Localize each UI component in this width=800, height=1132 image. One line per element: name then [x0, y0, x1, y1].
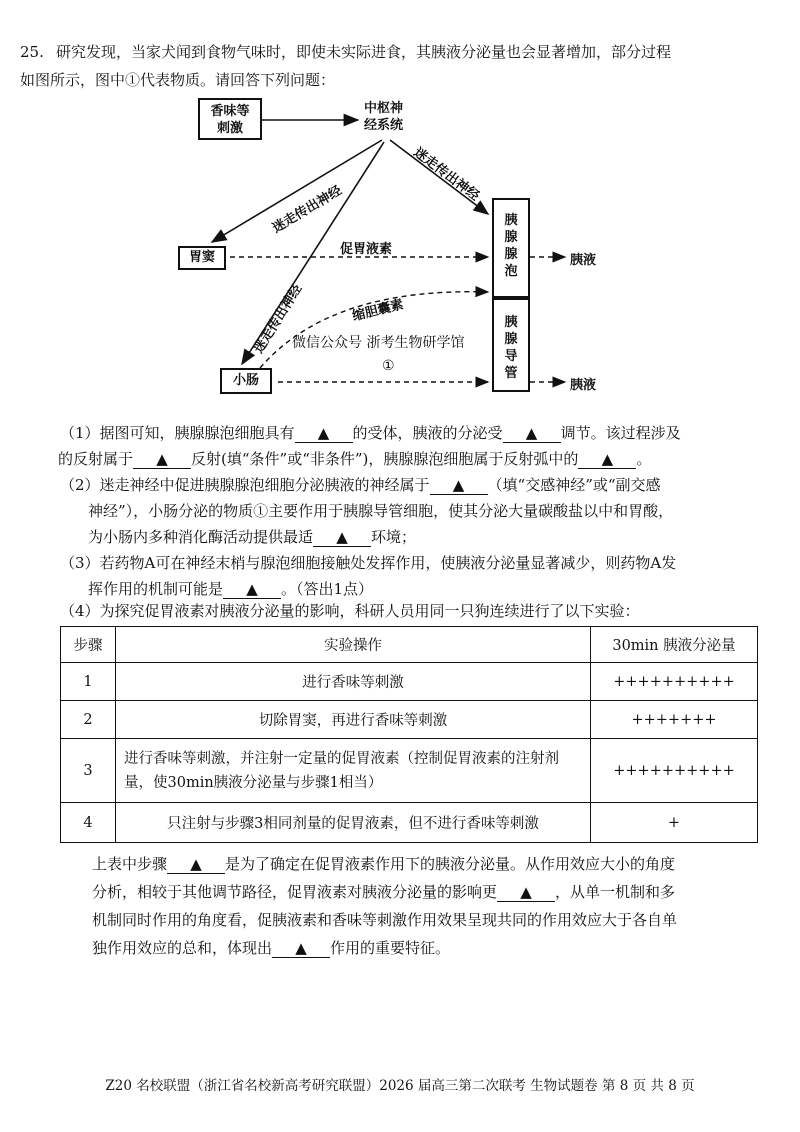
- after-text-c: 分析，相较于其他调节路径，促胃液素对胰液分泌量的影响更: [92, 883, 498, 901]
- part1-text-c: 调节。该过程涉及: [560, 424, 681, 442]
- after-text-b: 是为了确定在促胃液素作用下的胰液分泌量。从作用效应大小的角度: [225, 855, 676, 873]
- part1-text-e: 反射(填“条件”或“非条件”)，胰腺腺泡细胞属于反射弧中的: [191, 450, 579, 468]
- part2-text-b: （填“交感神经”或“副交感: [487, 476, 661, 494]
- cell-amount: ++++++++++: [591, 739, 758, 803]
- duct-box: 胰 腺 导 管: [492, 298, 530, 392]
- vagus-right-label: 迷走传出神经: [410, 145, 482, 205]
- cell-amount: +: [591, 803, 758, 843]
- answer-blank[interactable]: ▲: [167, 855, 225, 874]
- cell-operation: 进行香味等刺激，并注射一定量的促胃液素（控制促胃液素的注射剂量，使30min胰液分泌量与步骤1相当）: [116, 739, 591, 803]
- part3-text-b: 挥作用的机制可能是: [88, 580, 224, 598]
- header-step: 步骤: [61, 627, 116, 663]
- answer-blank[interactable]: ▲: [503, 424, 561, 443]
- part2-text-d: 为小肠内多种消化酶活动提供最适: [88, 528, 314, 546]
- cell-step: 4: [61, 803, 116, 843]
- part3-text-a: （3）若药物A可在神经末梢与腺泡细胞接触处发挥作用，使胰液分泌量显著减少，则药物A发: [60, 554, 677, 572]
- cell-step: 3: [61, 739, 116, 803]
- part2-text-c: 神经”），小肠分泌的物质①主要作用于胰腺导管细胞，使其分泌大量碳酸盐以中和胃酸，: [88, 502, 674, 520]
- cck-label: 缩胆囊素: [350, 297, 406, 325]
- part-3: [60, 550, 765, 602]
- answer-blank[interactable]: ▲: [272, 939, 330, 958]
- cell-operation: 只注射与步骤3相同剂量的促胃液素，但不进行香味等刺激: [116, 803, 591, 843]
- header-amount: 30min 胰液分泌量: [591, 627, 758, 663]
- intestine-box: 小肠: [220, 368, 272, 394]
- experiment-table: [60, 626, 758, 843]
- part1-text-a: （1）据图可知，胰腺腺泡细胞具有: [60, 424, 295, 442]
- stomach-box: 胃窦: [178, 246, 226, 270]
- stimulus-box: 香味等 刺激: [198, 98, 262, 140]
- table-row: [61, 803, 758, 843]
- page-footer: Z20 名校联盟（浙江省名校新高考研究联盟）2026 届高三第二次联考 生物试题卷 第 8 页 共 8 页: [105, 1078, 695, 1094]
- part2-text-a: （2）迷走神经中促进胰腺腺泡细胞分泌胰液的神经属于: [60, 476, 430, 494]
- stem-line-2: 如图所示，图中①代表物质。请回答下列问题：: [20, 71, 336, 89]
- table-row: [61, 663, 758, 701]
- cell-operation: 切除胃窦，再进行香味等刺激: [116, 701, 591, 739]
- watermark-text: 微信公众号 浙考生物研学馆: [292, 335, 465, 351]
- cell-operation: 进行香味等刺激: [116, 663, 591, 701]
- header-operation: 实验操作: [116, 627, 591, 663]
- after-text-a: 上表中步骤: [92, 855, 168, 873]
- acinus-box: 胰 腺 腺 泡: [492, 198, 530, 298]
- part-1: [60, 420, 765, 472]
- part-2: [60, 472, 765, 550]
- part-4-intro: （4）为探究促胃液素对胰液分泌量的影响，科研人员用同一只狗连续进行了以下实验：: [60, 602, 640, 620]
- output-2-label: 胰液: [570, 378, 597, 393]
- part2-text-e: 环境；: [371, 528, 417, 546]
- cell-amount: +++++++: [591, 701, 758, 739]
- table-header-row: [61, 627, 758, 663]
- part3-text-c: 。（答出1点）: [281, 580, 374, 598]
- question-number: 25.: [20, 43, 44, 61]
- after-table-text: [92, 850, 764, 962]
- question-stem: [20, 38, 780, 94]
- answer-blank[interactable]: ▲: [497, 883, 555, 902]
- output-1-label: 胰液: [570, 253, 597, 268]
- part1-text-f: 。: [636, 450, 652, 468]
- gastrin-label: 促胃液素: [340, 242, 393, 257]
- answer-blank[interactable]: ▲: [578, 450, 636, 469]
- answer-blank[interactable]: ▲: [430, 476, 488, 495]
- after-text-f: 独作用效应的总和，体现出: [92, 939, 273, 957]
- arrow-cns-stomach: [212, 140, 382, 242]
- answer-blank[interactable]: ▲: [133, 450, 191, 469]
- vagus-left-label: 迷走传出神经: [270, 183, 345, 237]
- cell-step: 1: [61, 663, 116, 701]
- part1-text-d: 的反射属于: [58, 450, 134, 468]
- after-text-g: 作用的重要特征。: [330, 939, 451, 957]
- substance-1-label: ①: [382, 358, 395, 374]
- answer-blank[interactable]: ▲: [295, 424, 353, 443]
- cell-amount: ++++++++++: [591, 663, 758, 701]
- answer-blank[interactable]: ▲: [313, 528, 371, 547]
- answer-blank[interactable]: ▲: [223, 580, 281, 599]
- part1-text-b: 的受体，胰液的分泌受: [352, 424, 503, 442]
- cns-label: 中枢神 经系统: [364, 101, 404, 133]
- table-row: [61, 701, 758, 739]
- cell-step: 2: [61, 701, 116, 739]
- stem-line-1: 研究发现，当家犬闻到食物气味时，即使未实际进食，其胰液分泌量也会显著增加，部分过程: [56, 43, 672, 61]
- after-text-e: 机制同时作用的角度看，促胰液素和香味等刺激作用效果呈现共同的作用效应大于各自单: [92, 911, 678, 929]
- vagus-lower-label: 迷走传出神经: [251, 281, 306, 357]
- table-row: [61, 739, 758, 803]
- after-text-d: ，从单一机制和多: [555, 883, 676, 901]
- reflex-diagram: [150, 92, 650, 410]
